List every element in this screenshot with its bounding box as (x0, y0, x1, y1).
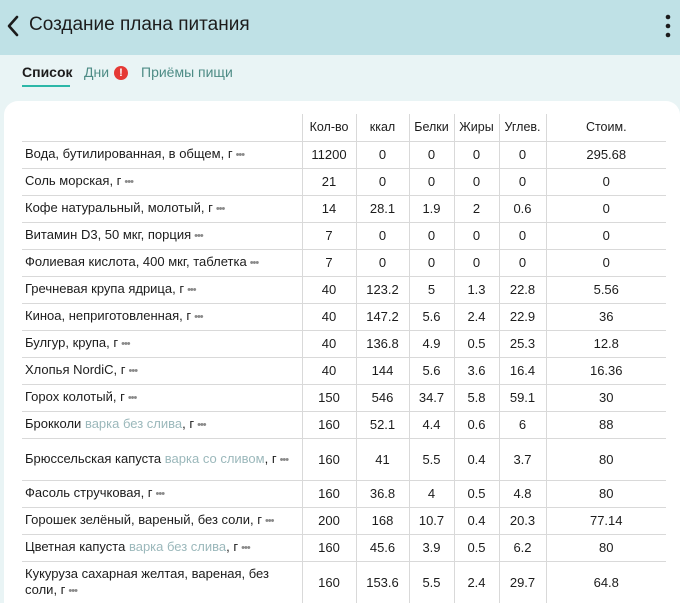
cell-qty[interactable]: 40 (302, 303, 356, 330)
cell-kcal: 147.2 (356, 303, 409, 330)
cell-qty[interactable]: 14 (302, 195, 356, 222)
table-row[interactable] (22, 168, 666, 195)
table-row[interactable] (22, 249, 666, 276)
more-dots-icon[interactable]: ••• (121, 338, 130, 350)
header-qty[interactable]: Кол-во (302, 114, 356, 141)
page-title: Создание плана питания (29, 14, 250, 35)
more-dots-icon[interactable]: ••• (68, 584, 77, 597)
header-name (22, 114, 302, 141)
food-name-cell[interactable] (22, 330, 302, 357)
unit-suffix: , г (226, 539, 239, 554)
food-name-cell[interactable] (22, 303, 302, 330)
cell-protein: 5.5 (409, 561, 454, 603)
more-dots-icon[interactable]: ••• (264, 515, 274, 527)
cell-carbs: 20.3 (499, 507, 546, 534)
cell-fat: 0.6 (454, 411, 499, 438)
food-name: Гречневая крупа ядрица, г (25, 281, 185, 296)
cell-cost: 36 (546, 303, 666, 330)
food-name: Фолиевая кислота, 400 мкг, таблетка (25, 254, 247, 269)
more-dots-icon[interactable]: ••• (215, 203, 225, 215)
cell-fat: 0 (454, 168, 499, 195)
food-name: Кофе натуральный, молотый, г (25, 200, 213, 215)
food-name: Фасоль стручковая, г (25, 485, 153, 500)
cell-carbs: 6 (499, 411, 546, 438)
cell-fat: 0.4 (454, 438, 499, 480)
cell-cost: 80 (546, 480, 666, 507)
food-name: Булгур, крупа, г (25, 335, 119, 350)
food-name-cell[interactable] (22, 384, 302, 411)
table-row[interactable] (22, 303, 666, 330)
cell-kcal: 52.1 (356, 411, 409, 438)
cell-protein: 0 (409, 222, 454, 249)
food-name: Горошек зелёный, вареный, без соли, г (25, 512, 262, 527)
cell-fat: 5.8 (454, 384, 499, 411)
cell-kcal: 136.8 (356, 330, 409, 357)
cell-qty[interactable]: 7 (302, 222, 356, 249)
cell-protein: 4.9 (409, 330, 454, 357)
cell-cost: 64.8 (546, 561, 666, 603)
cell-protein: 0 (409, 141, 454, 168)
chevron-left-icon (6, 15, 20, 37)
cell-carbs: 0 (499, 249, 546, 276)
cell-protein: 3.9 (409, 534, 454, 561)
cell-qty[interactable]: 200 (302, 507, 356, 534)
more-dots-icon[interactable]: ••• (127, 392, 137, 404)
more-dots-icon[interactable]: ••• (249, 257, 259, 269)
cell-cost: 5.56 (546, 276, 666, 303)
cell-qty[interactable]: 160 (302, 480, 356, 507)
cell-qty[interactable]: 11200 (302, 141, 356, 168)
cell-fat: 0 (454, 249, 499, 276)
cell-kcal: 41 (356, 438, 409, 480)
table-row[interactable] (22, 222, 666, 249)
cell-carbs: 22.9 (499, 303, 546, 330)
cell-carbs: 3.7 (499, 438, 546, 480)
cell-protein: 5 (409, 276, 454, 303)
cell-protein: 5.5 (409, 438, 454, 480)
cell-carbs: 25.3 (499, 330, 546, 357)
header-protein[interactable]: Белки (409, 114, 454, 141)
cell-fat: 0.4 (454, 507, 499, 534)
cell-fat: 1.3 (454, 276, 499, 303)
food-name-cell[interactable] (22, 276, 302, 303)
header-cost[interactable]: Стоим. (546, 114, 666, 141)
cell-cost: 77.14 (546, 507, 666, 534)
cell-carbs: 6.2 (499, 534, 546, 561)
preparation-link[interactable]: варка со сливом (164, 450, 265, 466)
cell-kcal: 0 (356, 249, 409, 276)
cell-kcal: 28.1 (356, 195, 409, 222)
cell-carbs: 29.7 (499, 561, 546, 603)
food-name-cell[interactable] (22, 480, 302, 507)
cell-cost: 295.68 (546, 141, 666, 168)
table-row[interactable] (22, 411, 666, 438)
cell-carbs: 22.8 (499, 276, 546, 303)
cell-cost: 30 (546, 384, 666, 411)
cell-fat: 0 (454, 141, 499, 168)
cell-protein: 4 (409, 480, 454, 507)
food-name: Соль морская, г (25, 173, 122, 188)
table-row[interactable] (22, 507, 666, 534)
cell-cost: 0 (546, 168, 666, 195)
cell-cost: 0 (546, 222, 666, 249)
more-dots-icon[interactable]: ••• (128, 365, 138, 377)
content-card (4, 101, 680, 603)
food-name: Вода, бутилированная, в общем, г (25, 146, 233, 161)
more-dots-icon[interactable]: ••• (194, 230, 203, 242)
food-name-cell[interactable] (22, 438, 302, 480)
cell-qty[interactable]: 160 (302, 561, 356, 603)
cell-cost: 0 (546, 249, 666, 276)
table-row[interactable] (22, 330, 666, 357)
header-carbs[interactable]: Углев. (499, 114, 546, 141)
cell-kcal: 45.6 (356, 534, 409, 561)
cell-cost: 12.8 (546, 330, 666, 357)
table-row[interactable] (22, 384, 666, 411)
cell-kcal: 153.6 (356, 561, 409, 603)
more-vertical-icon (665, 14, 671, 38)
cell-carbs: 16.4 (499, 357, 546, 384)
cell-qty[interactable]: 40 (302, 357, 356, 384)
cell-protein: 10.7 (409, 507, 454, 534)
cell-kcal: 168 (356, 507, 409, 534)
cell-cost: 80 (546, 534, 666, 561)
cell-qty[interactable]: 160 (302, 438, 356, 480)
cell-protein: 34.7 (409, 384, 454, 411)
app-bar (0, 0, 680, 55)
cell-carbs: 59.1 (499, 384, 546, 411)
food-name: Брокколи (25, 416, 82, 431)
cell-fat: 0.5 (454, 480, 499, 507)
more-dots-icon[interactable]: ••• (241, 542, 250, 554)
cell-cost: 80 (546, 438, 666, 480)
more-dots-icon[interactable]: ••• (235, 149, 245, 161)
cell-cost: 16.36 (546, 357, 666, 384)
food-name: Хлопья NordiC, г (25, 362, 126, 377)
cell-protein: 5.6 (409, 357, 454, 384)
cell-fat: 0 (454, 222, 499, 249)
cell-carbs: 4.8 (499, 480, 546, 507)
table-body (22, 141, 666, 603)
table-row[interactable] (22, 438, 666, 480)
table-row[interactable] (22, 561, 666, 603)
cell-fat: 0.5 (454, 330, 499, 357)
cell-protein: 4.4 (409, 411, 454, 438)
cell-fat: 2.4 (454, 561, 499, 603)
cell-carbs: 0.6 (499, 195, 546, 222)
header-kcal[interactable]: ккал (356, 114, 409, 141)
food-name-cell[interactable] (22, 534, 302, 561)
cell-qty[interactable]: 160 (302, 534, 356, 561)
food-name-cell[interactable] (22, 141, 302, 168)
food-name: Кукуруза сахарная желтая, вареная, без соли, г (25, 565, 269, 597)
more-dots-icon[interactable]: ••• (197, 419, 206, 431)
preparation-link[interactable]: варка без слива (128, 539, 227, 554)
cell-fat: 0.5 (454, 534, 499, 561)
nutrition-table (22, 114, 666, 603)
food-name-cell[interactable] (22, 249, 302, 276)
warning-icon: ! (114, 66, 128, 80)
cell-fat: 2.4 (454, 303, 499, 330)
table-row[interactable] (22, 195, 666, 222)
table-row[interactable] (22, 141, 666, 168)
cell-cost: 0 (546, 195, 666, 222)
cell-kcal: 144 (356, 357, 409, 384)
food-name-cell[interactable] (22, 168, 302, 195)
cell-carbs: 0 (499, 141, 546, 168)
cell-carbs: 0 (499, 222, 546, 249)
cell-kcal: 0 (356, 141, 409, 168)
cell-qty[interactable]: 7 (302, 249, 356, 276)
food-name-cell[interactable] (22, 357, 302, 384)
table-row[interactable] (22, 357, 666, 384)
table-row[interactable] (22, 534, 666, 561)
cell-fat: 2 (454, 195, 499, 222)
cell-qty[interactable]: 150 (302, 384, 356, 411)
food-name-cell[interactable] (22, 561, 302, 603)
food-name: Брюссельская капуста (25, 450, 162, 466)
food-name: Витамин D3, 50 мкг, порция (25, 227, 192, 242)
cell-kcal: 123.2 (356, 276, 409, 303)
cell-kcal: 0 (356, 168, 409, 195)
cell-cost: 88 (546, 411, 666, 438)
table-header-row (22, 114, 666, 141)
cell-kcal: 0 (356, 222, 409, 249)
cell-qty[interactable]: 40 (302, 330, 356, 357)
header-fat[interactable]: Жиры (454, 114, 499, 141)
tab-meals[interactable]: Приёмы пищи (141, 64, 233, 80)
cell-protein: 0 (409, 168, 454, 195)
more-dots-icon[interactable]: ••• (187, 284, 196, 296)
cell-fat: 3.6 (454, 357, 499, 384)
back-button[interactable] (2, 10, 24, 42)
more-menu-button[interactable] (660, 12, 676, 40)
cell-protein: 5.6 (409, 303, 454, 330)
preparation-link[interactable]: варка без слива (84, 416, 183, 431)
food-name-cell[interactable] (22, 411, 302, 438)
tab-days[interactable]: Дни (84, 64, 110, 80)
cell-qty[interactable]: 21 (302, 168, 356, 195)
table-row[interactable] (22, 480, 666, 507)
cell-kcal: 36.8 (356, 480, 409, 507)
tab-list[interactable]: Список (22, 64, 73, 80)
unit-suffix: , г (182, 416, 195, 431)
cell-carbs: 0 (499, 168, 546, 195)
food-name: Цветная капуста (25, 539, 126, 554)
more-dots-icon[interactable]: ••• (194, 311, 203, 323)
more-dots-icon[interactable]: ••• (124, 176, 133, 188)
table-row[interactable] (22, 276, 666, 303)
more-dots-icon[interactable]: ••• (155, 488, 165, 500)
more-dots-icon[interactable]: ••• (279, 453, 289, 466)
cell-qty[interactable]: 160 (302, 411, 356, 438)
tab-bar (0, 55, 680, 95)
food-name: Киноа, неприготовленная, г (25, 308, 192, 323)
food-name-cell[interactable] (22, 222, 302, 249)
active-tab-indicator (22, 85, 70, 87)
cell-qty[interactable]: 40 (302, 276, 356, 303)
food-name: Горох колотый, г (25, 389, 125, 404)
cell-protein: 1.9 (409, 195, 454, 222)
food-name-cell[interactable] (22, 507, 302, 534)
food-name-cell[interactable] (22, 195, 302, 222)
cell-kcal: 546 (356, 384, 409, 411)
unit-suffix: , г (264, 450, 277, 466)
cell-protein: 0 (409, 249, 454, 276)
